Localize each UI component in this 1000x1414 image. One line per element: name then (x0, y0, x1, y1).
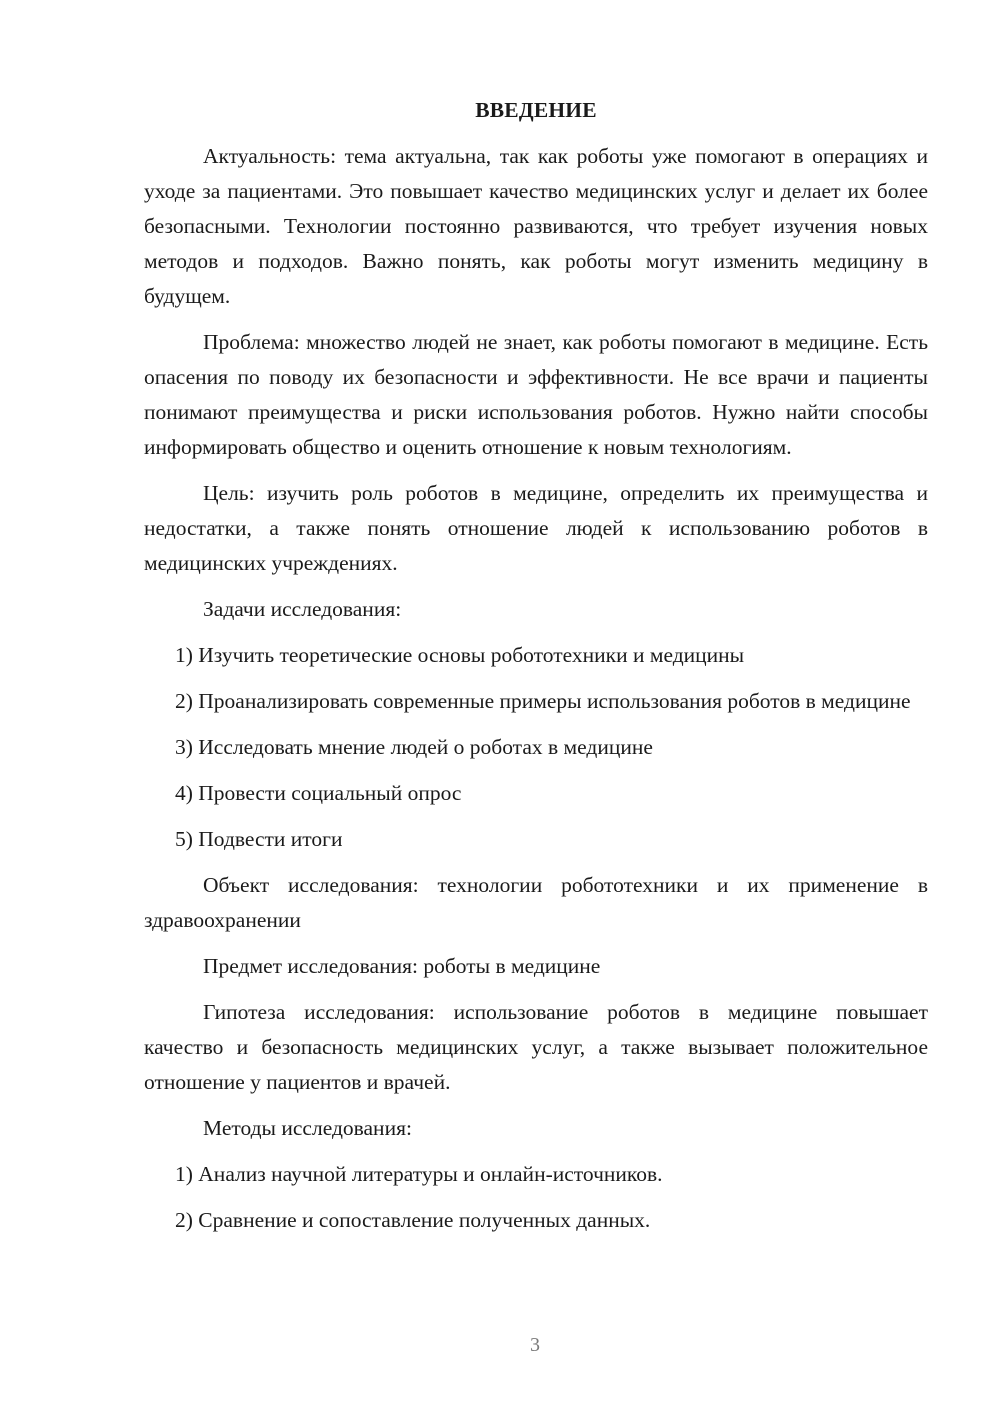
tasks-heading: Задачи исследования: (203, 597, 402, 621)
page-content (144, 95, 928, 1249)
method-item-1: 1) Анализ научной литературы и онлайн-источников. (175, 1162, 663, 1186)
page-number: 3 (530, 1334, 540, 1356)
paragraph-hypothesis: Гипотеза исследования: использование роботов в медицине повышает качество и безопасность медицинских услуг, а также вызывает положительное отношение у пациентов и врачей. (144, 1000, 928, 1094)
task-item-4: 4) Провести социальный опрос (175, 781, 462, 805)
task-item-1: 1) Изучить теоретические основы робототехники и медицины (175, 643, 745, 667)
task-item-3: 3) Исследовать мнение людей о роботах в медицине (175, 735, 653, 759)
task-item-2: 2) Проанализировать современные примеры использования роботов в медицине (175, 689, 911, 713)
section-title: ВВЕДЕНИЕ (475, 98, 597, 122)
methods-heading: Методы исследования: (203, 1116, 412, 1140)
paragraph-goal: Цель: изучить роль роботов в медицине, определить их преимущества и недостатки, а также понять отношение людей к использованию роботов в медицинских учреждениях. (144, 481, 928, 575)
paragraph-relevance: Актуальность: тема актуальна, так как роботы уже помогают в операциях и уходе за пациентами. Это повышает качество медицинских услуг и делает их более безопасными. Технологии постоянно развиваются, что требует изучения новых методов и подходов. Важно понять, как роботы могут изменить медицину в будущем. (144, 144, 928, 308)
paragraph-object: Объект исследования: технологии робототехники и их применение в здравоохранении (144, 873, 928, 932)
paragraph-problem: Проблема: множество людей не знает, как роботы помогают в медицине. Есть опасения по поводу их безопасности и эффективности. Не все врачи и пациенты понимают преимущества и риски использования роботов. Нужно найти способы информировать общество и оценить отношение к новым технологиям. (144, 330, 928, 459)
task-item-5: 5) Подвести итоги (175, 827, 343, 851)
method-item-2: 2) Сравнение и сопоставление полученных данных. (175, 1208, 651, 1232)
paragraph-subject: Предмет исследования: роботы в медицине (203, 954, 601, 978)
